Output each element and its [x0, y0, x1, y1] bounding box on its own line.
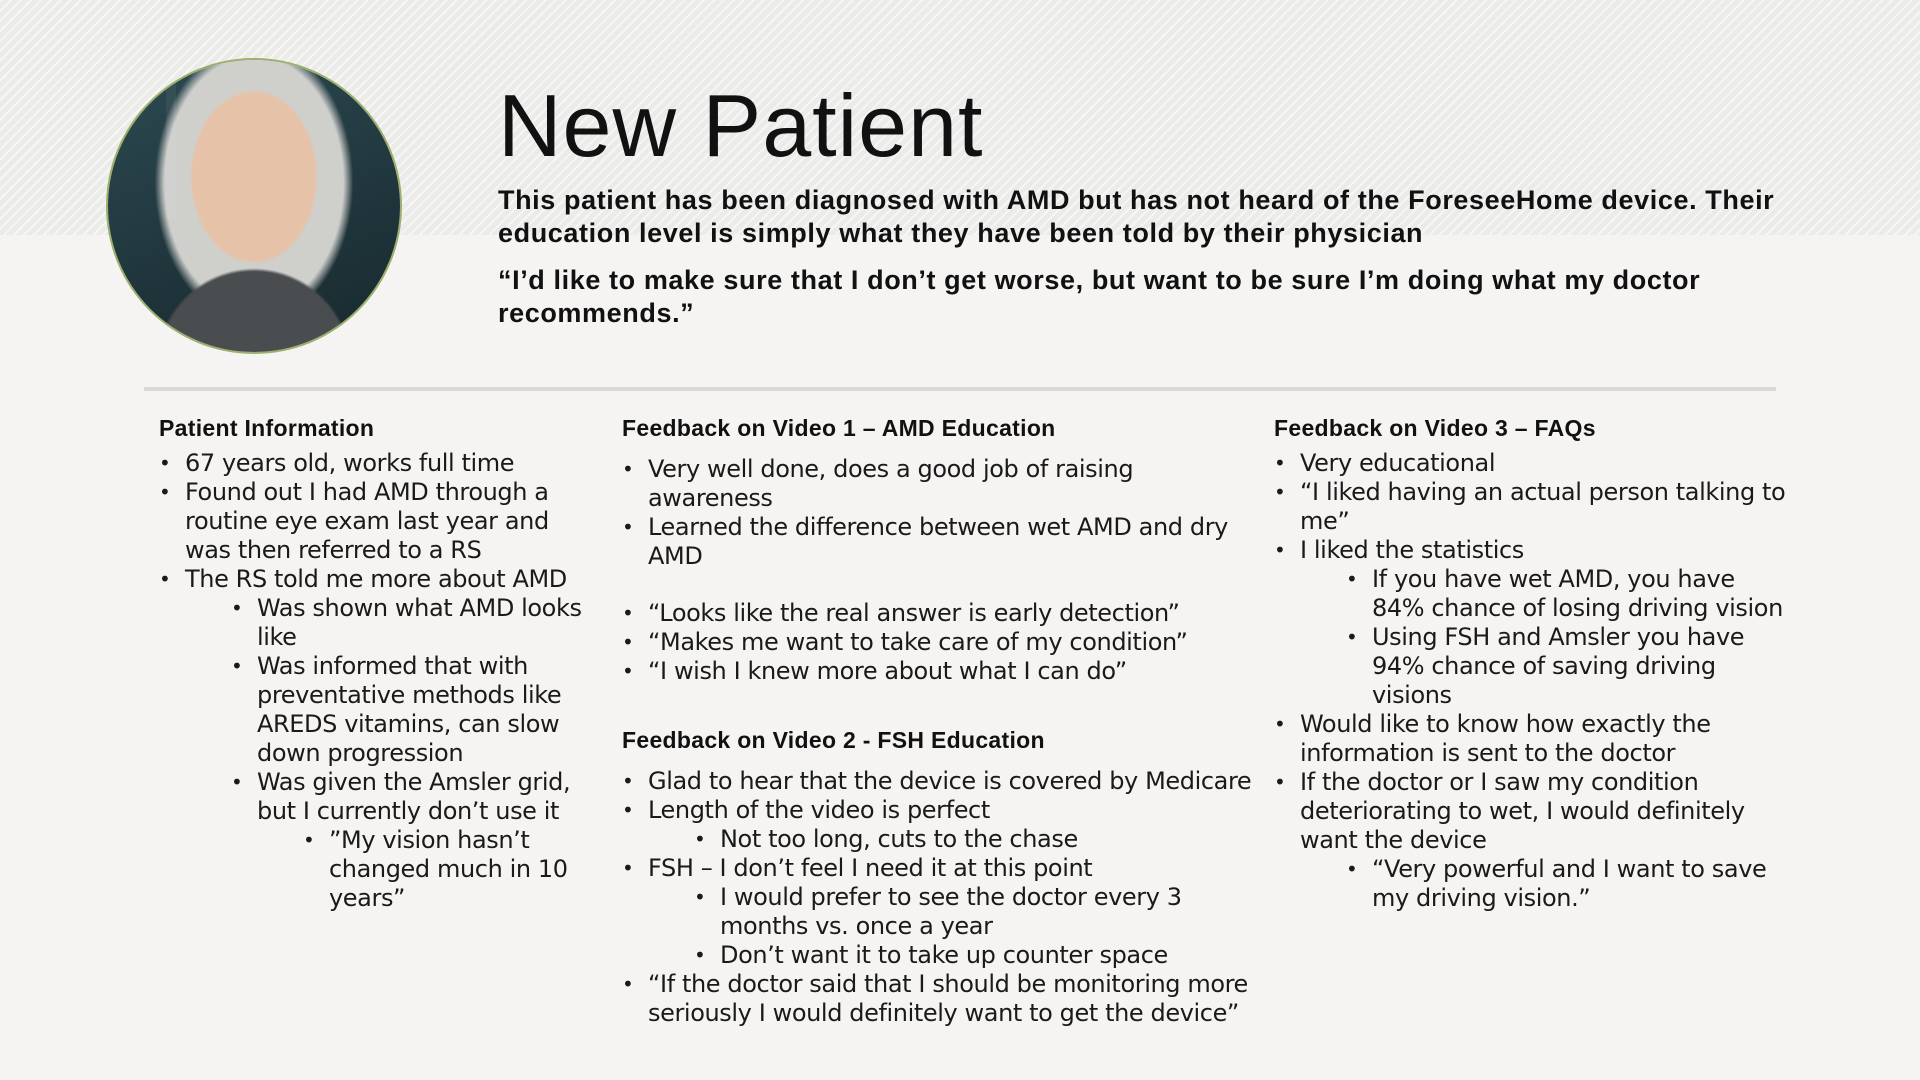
list-item: • ”My vision hasn’t changed much in 10 years”: [329, 826, 589, 913]
patient-quote: “I’d like to make sure that I don’t get worse, but want to be sure I’m doing what my doctor recommends.”: [498, 265, 1701, 328]
list-item: • Don’t want it to take up counter space: [720, 941, 1262, 970]
list-item: • The RS told me more about AMD: [185, 565, 589, 594]
section-heading: Feedback on Video 3 – FAQs: [1274, 415, 1596, 441]
list-item: • Very educational: [1300, 449, 1794, 478]
list-item: • “I wish I knew more about what I can do”: [648, 657, 1262, 686]
list-item: • “If the doctor said that I should be monitoring more seriously I would definitely want to get the device”: [648, 970, 1262, 1028]
list-item: • Not too long, cuts to the chase: [720, 825, 1262, 854]
video1-feedback-section: [622, 414, 1262, 1028]
list-item: • If the doctor or I saw my condition deteriorating to wet, I would definitely want the device: [1300, 768, 1794, 855]
list-item: • Very well done, does a good job of raising awareness: [648, 455, 1262, 513]
list-item: • Length of the video is perfect: [648, 796, 1262, 825]
divider: [144, 387, 1776, 391]
list-item: • Was given the Amsler grid, but I currently don’t use it: [257, 768, 589, 826]
list-item: • Would like to know how exactly the information is sent to the doctor: [1300, 710, 1794, 768]
list-item: • “Looks like the real answer is early detection”: [648, 599, 1262, 628]
list-item: • Learned the difference between wet AMD and dry AMD: [648, 513, 1262, 571]
patient-photo: [108, 60, 400, 352]
list-item: • 67 years old, works full time: [185, 449, 589, 478]
patient-description: This patient has been diagnosed with AMD but has not heard of the ForeseeHome device. Their education level is simply what they have been told by their physician: [498, 185, 1775, 248]
section-heading: Feedback on Video 1 – AMD Education: [622, 415, 1056, 441]
video3-feedback-section: [1274, 414, 1794, 913]
list-item: • Glad to hear that the device is covered by Medicare: [648, 767, 1262, 796]
list-item: • If you have wet AMD, you have 84% chance of losing driving vision: [1372, 565, 1794, 623]
list-item: • “Makes me want to take care of my condition”: [648, 628, 1262, 657]
section-heading: Feedback on Video 2 - FSH Education: [622, 727, 1045, 753]
list-item: • Using FSH and Amsler you have 94% chance of saving driving visions: [1372, 623, 1794, 710]
video2-feedback-list: [622, 767, 1262, 1028]
list-item: • “I liked having an actual person talking to me”: [1300, 478, 1794, 536]
patient-information-section: [159, 414, 589, 913]
list-item: • Found out I had AMD through a routine eye exam last year and was then referred to a RS: [185, 478, 589, 565]
section-heading: Patient Information: [159, 415, 375, 441]
list-item: • I liked the statistics: [1300, 536, 1794, 565]
list-item: • “Very powerful and I want to save my driving vision.”: [1372, 855, 1794, 913]
list-item: • FSH – I don’t feel I need it at this point: [648, 854, 1262, 883]
list-item: • Was informed that with preventative methods like AREDS vitamins, can slow down progression: [257, 652, 589, 768]
list-item: • I would prefer to see the doctor every 3 months vs. once a year: [720, 883, 1262, 941]
list-item: • Was shown what AMD looks like: [257, 594, 589, 652]
page-title: New Patient: [498, 76, 984, 175]
